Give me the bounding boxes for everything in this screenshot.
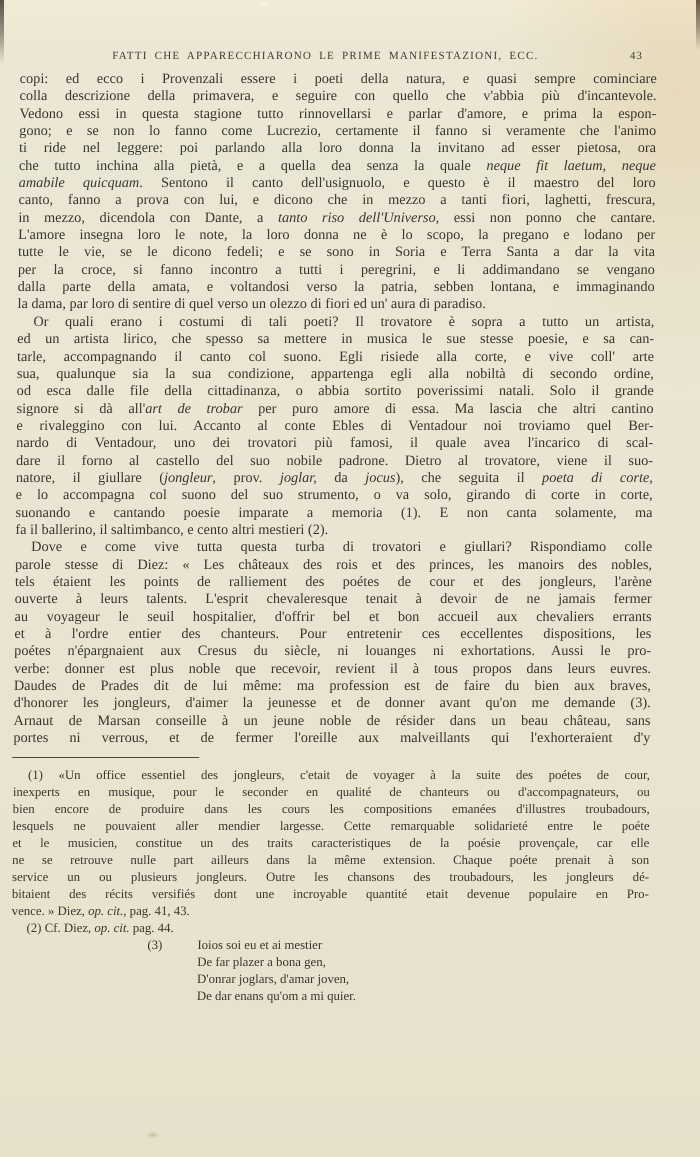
text-line bbox=[17, 383, 654, 400]
text-line bbox=[14, 626, 651, 643]
text-line bbox=[17, 331, 654, 348]
footnote-line bbox=[12, 835, 649, 852]
italic-run: jongleur bbox=[163, 469, 213, 486]
footnote-line bbox=[12, 886, 649, 903]
text-run: tutte le vie, se le dicono fedeli; e se sono in Soria e Terra Santa a dar la vita bbox=[17, 244, 656, 261]
text-line bbox=[17, 349, 654, 366]
text-line bbox=[14, 609, 651, 626]
text-run: Ioios soi eu et ai mestier bbox=[197, 938, 323, 953]
text-run: L'amore insegna loro le note, la loro donna ne è lo scopo, la pregano e lodano per bbox=[18, 227, 656, 244]
text-run: . Sentono il canto dell'usignuolo, e questo è il maestro del loro bbox=[139, 175, 656, 192]
text-run: verbe: donner est plus noble que recevoir, revient il à tous propos dans leurs euvres. bbox=[13, 660, 652, 677]
footnote-line bbox=[12, 903, 649, 920]
text-run: che tutto inchina alla pietà, e a quella dea senza la quale bbox=[18, 157, 487, 174]
text-run: ), che seguita il bbox=[395, 469, 543, 486]
text-run: colla descrizione della primavera, e seguire con quello che v'abbia più d'incantevole. bbox=[19, 88, 657, 105]
italic-run: tanto riso dell'Universo, bbox=[277, 209, 440, 226]
text-line bbox=[15, 574, 652, 591]
text-run: portes ni verrous, et de fermer l'oreille aux malveillants qui l'exhorteraient d'y bbox=[13, 730, 651, 747]
poem-line bbox=[147, 937, 648, 954]
poem-line bbox=[197, 954, 648, 971]
text-run: Arnaut de Marsan conseille à un jeune noble de résider dans un beau château, sans bbox=[13, 712, 651, 729]
text-run: et le musicien, constitue un des traits caracteristiques de la poésie provençale, car elle bbox=[12, 836, 650, 851]
text-run: tarle, accompagnando il canto col suono. Egli risiede alla corte, e vive coll' arte bbox=[16, 348, 655, 365]
text-run: dalla parte della amata, e voltandosi verso la patria, sebben lontana, e immaginando bbox=[17, 279, 655, 296]
text-run: ed un artista lirico, che spesso sa mettere in musica le sue stesse poesie, e sa can- bbox=[17, 331, 655, 348]
text-run: service un ou plusieurs jongleurs. Outre les chansons des troubadours, les jongleurs dé- bbox=[11, 870, 650, 885]
text-run: suonando e cantando poesie imparate a memoria (1). E non canta solamente, ma bbox=[15, 504, 653, 521]
text-run: dare il forno al castello del suo nobile padrone. Dietro al trovatore, viene il suo- bbox=[15, 452, 654, 469]
poem-line bbox=[197, 988, 648, 1005]
italic-run: poeta di corte, bbox=[542, 469, 653, 486]
text-line bbox=[14, 678, 651, 695]
text-line bbox=[15, 557, 652, 574]
scan-edge-right bbox=[696, 0, 700, 50]
text-line bbox=[16, 435, 653, 452]
text-line bbox=[14, 695, 651, 712]
text-run: inexperts en musique, pour le seconder en qualité de chanteurs ou d'accompagnateurs, ou bbox=[12, 785, 650, 800]
text-run: poétes n'épargnaient aux Cresus du siècle, ni louanges ni exhortations. Aussi le pro- bbox=[14, 643, 652, 660]
text-run: fa il ballerino, il saltimbanco, e cento altri mestieri (2). bbox=[15, 521, 329, 538]
text-run: pag. 41, 43. bbox=[126, 904, 190, 919]
text-run: la dama, par loro di sentire di quel verso un olezzo di fiori ed un' aura di paradiso. bbox=[17, 296, 486, 313]
header-title: FATTI CHE APPARECCHIARONO LE PRIME MANIFESTAZIONI, ECC. bbox=[112, 50, 539, 62]
text-line bbox=[19, 106, 656, 123]
text-line bbox=[16, 453, 653, 470]
text-run: sua, qualunque sia la sua condizione, appartenga egli alla nobiltà di secondo ordine, bbox=[16, 365, 654, 382]
footnotes-section bbox=[11, 767, 650, 1005]
italic-run: art de trobar bbox=[145, 400, 243, 417]
text-run: e rivaleggino con lui. Accanto al conte Ebles di Ventadour noi troviamo quel Ber- bbox=[16, 417, 654, 434]
text-line bbox=[14, 661, 651, 678]
italic-run: op. cit. bbox=[94, 921, 130, 936]
footnote-line bbox=[13, 784, 650, 801]
text-line bbox=[19, 158, 656, 175]
text-line bbox=[19, 140, 656, 157]
text-run: e lo accompagna col suono del suo strumento, o va solo, girando di corte in corte, bbox=[15, 487, 653, 504]
main-text bbox=[13, 71, 656, 747]
footnote-line bbox=[12, 852, 649, 869]
text-line bbox=[18, 227, 655, 244]
running-header bbox=[20, 49, 657, 63]
text-run: ti ride nel leggere: poi parlando alla loro donna la invitano ad esser pietosa, ora bbox=[18, 140, 657, 157]
italic-run: neque fit laetum, neque bbox=[486, 157, 656, 174]
text-run: bien encore de produire dans les cours les compositions emanées d'illustres troubadours, bbox=[12, 802, 650, 817]
text-run: ne se retrouve nulle part ailleurs dans la même extension. Chaque poéte prenait à son bbox=[12, 853, 650, 868]
text-line bbox=[15, 591, 652, 608]
footnote-line bbox=[13, 767, 650, 784]
scan-smudge bbox=[146, 1131, 160, 1139]
text-line bbox=[17, 366, 654, 383]
text-run: lesquels ne pouvaient aller mendier largesse. Cette remarquable solidarieté entre le poéte bbox=[12, 819, 650, 834]
text-line bbox=[19, 175, 656, 192]
text-run: essi non ponno che cantare. bbox=[439, 209, 656, 226]
text-run: De dar enans qu'om a mi quier. bbox=[196, 989, 357, 1004]
text-line bbox=[13, 730, 650, 747]
text-line bbox=[18, 192, 655, 209]
text-line bbox=[15, 522, 652, 539]
text-run: per la croce, si fanno incontro a tutti i peregrini, e li addimandano se vengano bbox=[17, 261, 655, 278]
italic-run: jocus bbox=[365, 469, 396, 486]
text-line bbox=[19, 88, 656, 105]
text-run: Vedono essi in questa stagione tutto rinnovellarsi e parlar d'amore, e prima la espon- bbox=[19, 105, 657, 122]
italic-run: op. cit., bbox=[88, 904, 127, 919]
text-run: canto, fanno a prova con lui, e dicono che in mezzo a tanti fiori, laghetti, frescura, bbox=[18, 192, 656, 209]
italic-run: amabile quicquam bbox=[18, 175, 140, 192]
text-run: pag. 44. bbox=[129, 921, 174, 936]
text-line bbox=[16, 487, 653, 504]
poem-line bbox=[197, 971, 648, 988]
page-content bbox=[11, 49, 657, 1005]
scan-edge-left bbox=[0, 0, 4, 64]
text-run: gono; e se non lo fanno come Lucrezio, certamente il fanno si veramente che l'animo bbox=[19, 123, 657, 140]
footnote-number: (3) bbox=[147, 938, 163, 953]
footnote-line bbox=[11, 920, 648, 937]
text-run: , prov. bbox=[212, 469, 280, 486]
text-run: tels étaient les points de ralliement des poétes de cour et des jongleurs, l'arène bbox=[14, 573, 652, 590]
text-line bbox=[14, 643, 651, 660]
footnote-separator bbox=[12, 757, 199, 758]
text-run: parole stesse di Diez: « Les châteaux des rois et des princes, les manoirs des nobles, bbox=[14, 556, 653, 573]
text-run: au voyageur le seuil hospitalier, d'offrir bel et bon accueil aux chevaliers errants bbox=[14, 608, 652, 625]
text-run: in mezzo, dicendola con Dante, a bbox=[18, 209, 279, 226]
text-line bbox=[20, 71, 657, 88]
scan-highlight bbox=[258, 2, 268, 7]
text-run: signore si dà all' bbox=[16, 400, 146, 417]
text-run: vence. » Diez, bbox=[11, 904, 89, 919]
text-run: Daudes de Prades dit de lui même: ma profession est de faire du bien aux braves, bbox=[13, 678, 651, 695]
text-line bbox=[16, 401, 653, 418]
footnote-line bbox=[13, 801, 650, 818]
text-run: bitaient des récits versifiés dont une incroyable quantité etait devenue populaire en Pro- bbox=[11, 887, 649, 902]
text-line bbox=[18, 262, 655, 279]
text-run: ouverte à leurs talents. L'esprit chevaleresque tenait à devoir de ne jamais fermer bbox=[14, 591, 652, 608]
text-line bbox=[17, 296, 654, 313]
text-run: natore, il giullare ( bbox=[15, 469, 165, 486]
text-run: nardo di Ventadour, uno dei trovatori più famosi, il quale avea l'incarico di scal- bbox=[16, 435, 654, 452]
text-line bbox=[16, 418, 653, 435]
text-line bbox=[19, 123, 656, 140]
text-run: (2) Cf. Diez, bbox=[26, 921, 95, 936]
text-run: et à l'ordre entier des chanteurs. Pour entretenir ces eccellentes dispositions, les bbox=[14, 626, 652, 642]
text-line bbox=[18, 279, 655, 296]
text-run: da bbox=[316, 469, 366, 486]
text-line bbox=[15, 505, 652, 522]
text-run: De far plazer a bona gen, bbox=[197, 955, 326, 970]
text-line bbox=[18, 244, 655, 261]
footnote-line bbox=[12, 869, 649, 886]
text-run: Or quali erano i costumi di tali poeti? Il trovatore è sopra a tutto un artista, bbox=[33, 313, 655, 330]
text-line bbox=[17, 314, 654, 331]
text-run: copi: ed ecco i Provenzali essere i poeti della natura, e quasi sempre cominciare bbox=[19, 71, 657, 87]
text-run: (1) «Un office essentiel des jongleurs, c'etait de voyager à la suite des poétes de cour, bbox=[27, 768, 651, 783]
italic-run: joglar, bbox=[279, 469, 317, 486]
text-line bbox=[18, 210, 655, 227]
text-run: d'honorer les jongleurs, d'aimer la jeunesse et de donner avant qu'on me demande (3). bbox=[13, 695, 651, 712]
text-run: od esca dalle file della cittadinanza, o abbia sortito poverissimi natali. Solo il grande bbox=[16, 383, 654, 400]
page-number: 43 bbox=[629, 50, 643, 62]
text-run: D'onrar joglars, d'amar joven, bbox=[197, 972, 350, 987]
footnote-line bbox=[12, 818, 649, 835]
text-line bbox=[16, 470, 653, 487]
text-run: Dove e come vive tutta questa turba di trovatori e giullari? Rispondiamo colle bbox=[31, 539, 653, 556]
text-line bbox=[15, 539, 652, 556]
text-run: per puro amore di essa. Ma lascia che altri cantino bbox=[242, 400, 654, 417]
text-line bbox=[13, 713, 650, 730]
